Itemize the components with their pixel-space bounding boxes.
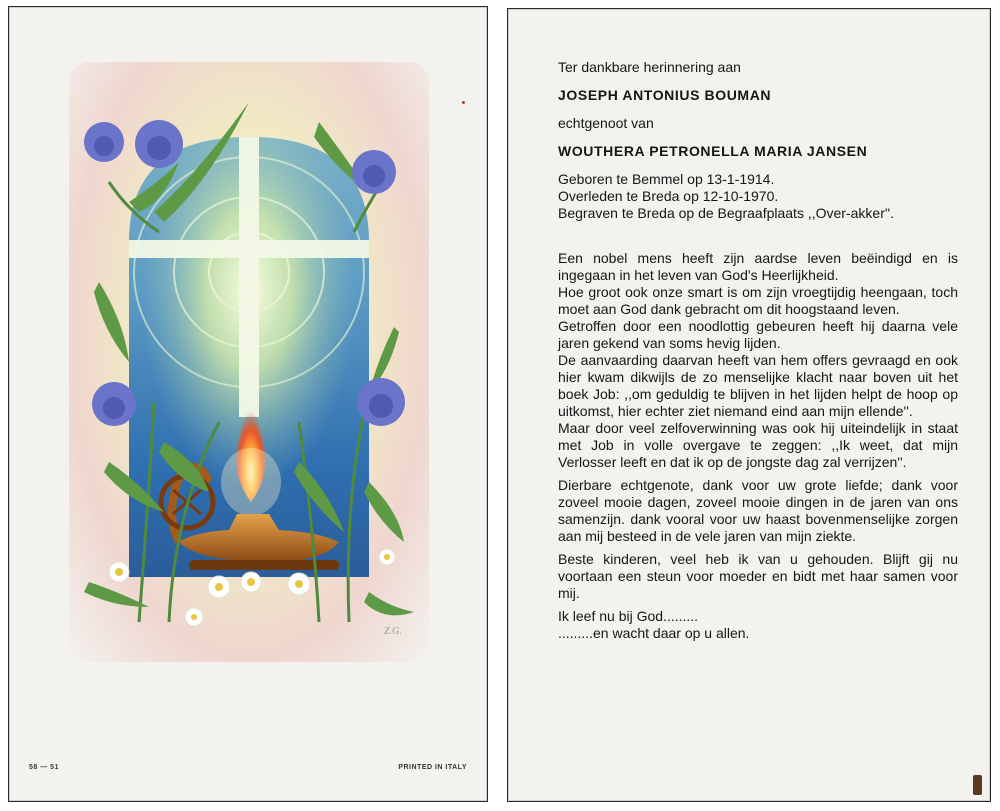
death-line: Overleden te Breda op 12-10-1970. bbox=[558, 188, 779, 204]
oil-lamp-cross-thistles-icon bbox=[69, 62, 429, 662]
printed-in-italy-label: PRINTED IN ITALY bbox=[398, 764, 467, 771]
dates-block bbox=[558, 171, 958, 222]
deceased-name: JOSEPH ANTONIUS BOUMAN bbox=[558, 87, 772, 103]
paragraph: Maar door veel zelfoverwinning was ook hij uiteindelijk in staat met Job in volle overgave te zeggen: ,,Ik weet, dat mijn Verlosser leeft en dat ik op de jongste dag zal verrijzen''. bbox=[558, 420, 958, 470]
burial-line: Begraven te Breda op de Begraafplaats ,,Over-akker''. bbox=[558, 205, 895, 221]
paragraph: Hoe groot ook onze smart is om zijn vroegtijdig heengaan, toch moet aan God dank gebracht om dit hoogstaand leven. bbox=[558, 284, 958, 317]
paragraph: Getroffen door een noodlottig gebeuren heeft hij daarna vele jaren gekend van soms hevig lijden. bbox=[558, 318, 958, 351]
card-code: 58 — 51 bbox=[29, 764, 59, 771]
spouse-label: echtgenoot van bbox=[558, 115, 654, 131]
closing-line: .........en wacht daar op u allen. bbox=[558, 625, 750, 641]
memorial-text bbox=[558, 59, 958, 642]
paragraph: Een nobel mens heeft zijn aardse leven beëindigd en is ingegaan in het leven van God's Heerlijkheid. bbox=[558, 250, 958, 283]
illustration bbox=[69, 62, 429, 662]
corner-mark bbox=[973, 775, 982, 795]
front-card bbox=[8, 6, 488, 802]
paragraph: De aanvaarding daarvan heeft van hem offers gevraagd en ook hier kwam dikwijls de zo menselijke klacht naar boven uit het boek Job: ,,om geduldig te blijven in het lijden helpt de hoop op uitkomst, hier echter ziet niemand eind aan mijn ellende''. bbox=[558, 352, 958, 419]
closing-line: Ik leef nu bij God......... bbox=[558, 608, 699, 624]
closing-lines bbox=[558, 608, 958, 642]
paragraph: Beste kinderen, veel heb ik van u gehouden. Blijft gij nu voortaan een steun voor moeder en bidt met haar samen voor mij. bbox=[558, 551, 958, 601]
svg-text:Z.G.: Z.G. bbox=[384, 626, 402, 637]
intro-line: Ter dankbare herinnering aan bbox=[558, 59, 741, 75]
birth-line: Geboren te Bemmel op 13-1-1914. bbox=[558, 171, 775, 187]
ink-spot bbox=[462, 101, 465, 104]
back-card bbox=[507, 8, 991, 802]
spouse-name: WOUTHERA PETRONELLA MARIA JANSEN bbox=[558, 143, 868, 159]
paragraph: Dierbare echtgenote, dank voor uw grote liefde; dank voor zoveel mooie dagen, zoveel mooie dingen in de jaren van ons samenzijn. dank vooral voor uw haast bovenmenselijke zorgen aan mij besteed in de vele jaren van mijn ziekte. bbox=[558, 477, 958, 544]
